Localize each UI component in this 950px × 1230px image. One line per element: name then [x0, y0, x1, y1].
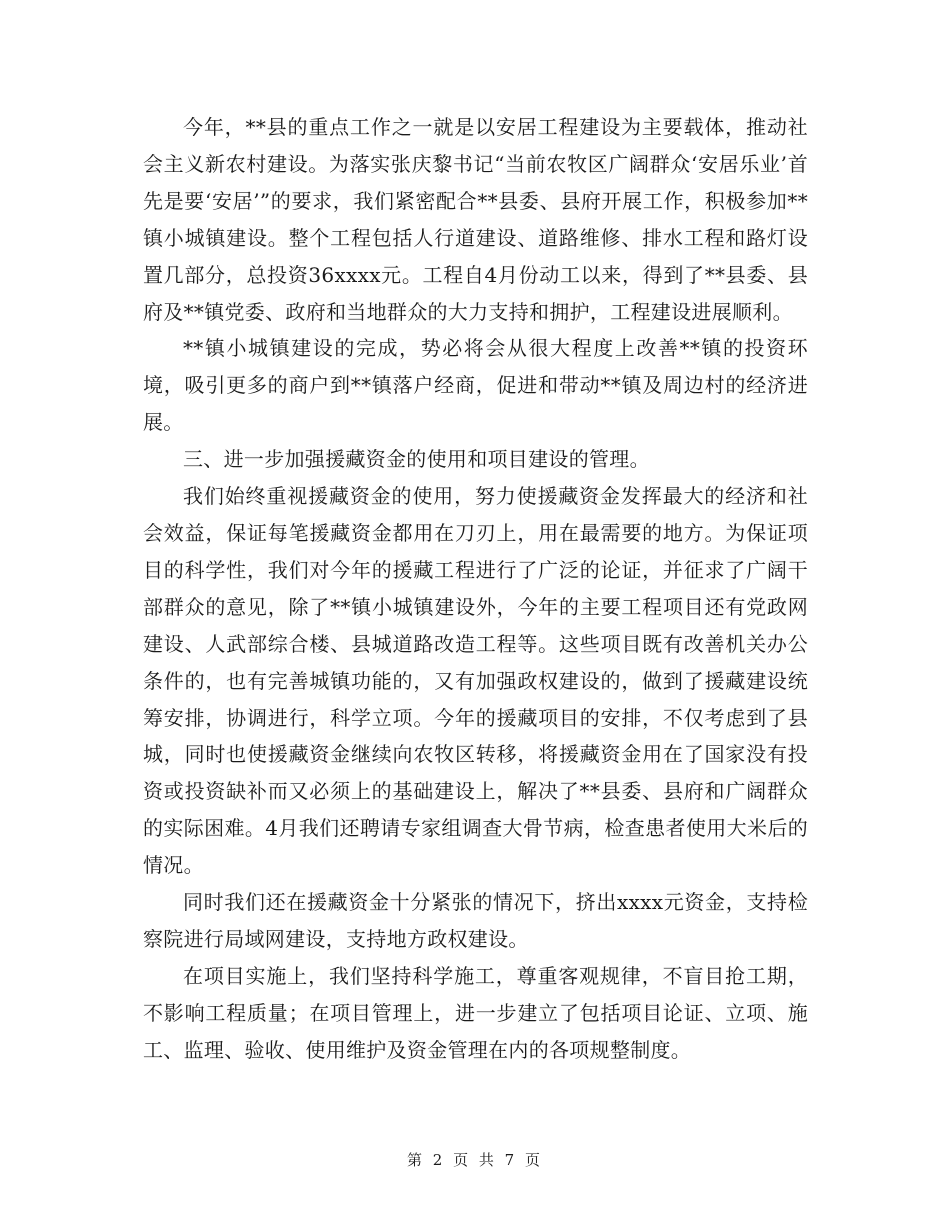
paragraph-procuratorate-network: 同时我们还在援藏资金十分紧张的情况下，挤出xxxx元资金，支持检察院进行局域网建设，支持地方政权建设。 [143, 890, 808, 951]
page-number-footer: 第 2 页 共 7 页 [407, 1151, 543, 1169]
paragraph-project-implementation: 在项目实施上，我们坚持科学施工，尊重客观规律，不盲目抢工期，不影响工程质量；在项目管理上，进一步建立了包括项目论证、立项、施工、监理、验收、使用维护及资金管理在内的各项规整制度。 [143, 963, 808, 1062]
document-body [143, 109, 808, 1069]
paragraph-town-construction: **镇小城镇建设的完成，势必将会从很大程度上改善**镇的投资环境，吸引更多的商户到**镇落户经商，促进和带动**镇及周边村的经济进展。 [143, 336, 808, 435]
paragraph-housing-project: 今年，**县的重点工作之一就是以安居工程建设为主要载体，推动社会主义新农村建设。为落实张庆黎书记“当前农牧区广阔群众‘安居乐业’首先是要‘安居’”的要求，我们紧密配合**县委、县府开展工作，积极参加**镇小城镇建设。整个工程包括人行道建设、道路维修、排水工程和路灯设置几部分，总投资36xxxx元。工程自4月份动工以来，得到了**县委、县府及**镇党委、政府和当地群众的大力支持和拥护，工程建设进展顺利。 [143, 115, 808, 324]
section-heading-fund-management: 三、进一步加强援藏资金的使用和项目建设的管理。 [183, 447, 650, 472]
paragraph-fund-usage: 我们始终重视援藏资金的使用，努力使援藏资金发挥最大的经济和社会效益，保证每笔援藏资金都用在刀刃上，用在最需要的地方。为保证项目的科学性，我们对今年的援藏工程进行了广泛的论证，并征求了广阔干部群众的意见，除了**镇小城镇建设外，今年的主要工程项目还有党政网建设、人武部综合楼、县城道路改造工程等。这些项目既有改善机关办公条件的，也有完善城镇功能的，又有加强政权建设的，做到了援藏建设统筹安排，协调进行，科学立项。今年的援藏项目的安排，不仅考虑到了县城，同时也使援藏资金继续向农牧区转移，将援藏资金用在了国家没有投资或投资缺补而又必须上的基础建设上，解决了**县委、县府和广阔群众的实际困难。4月我们还聘请专家组调查大骨节病，检查患者使用大米后的情况。 [143, 484, 808, 878]
